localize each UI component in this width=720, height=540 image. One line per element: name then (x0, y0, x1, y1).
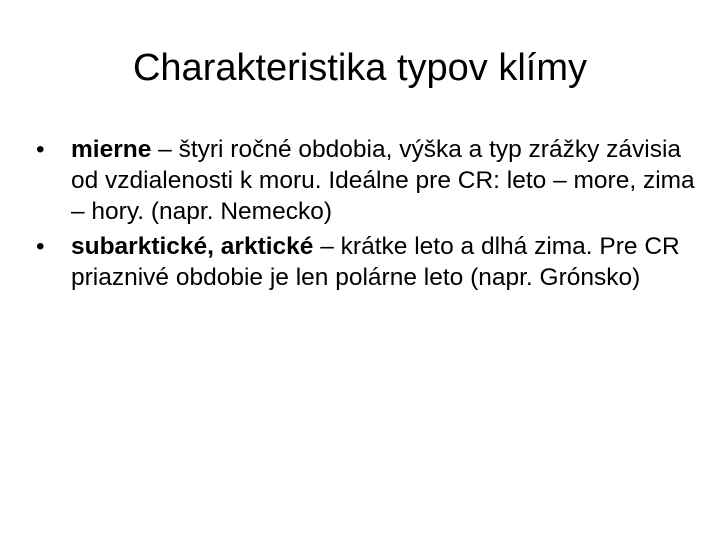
bullet-marker: • (36, 233, 45, 260)
slide-title: Charakteristika typov klímy (132, 47, 587, 89)
bullet-term: subarktické, arktické (71, 233, 314, 260)
bullet-item-mierne (36, 134, 696, 227)
bullet-item-subarkticke (36, 231, 696, 293)
bullet-list (36, 134, 696, 297)
bullet-text: – štyri ročné obdobia, výška a typ zrážky závisia od vzdialenosti k moru. Ideálne pre CR: leto – more, zima – hory. (napr. Nemecko) (71, 136, 695, 225)
bullet-marker: • (36, 136, 45, 163)
bullet-term: mierne (71, 136, 152, 163)
bullet-text: – krátke leto a dlhá zima. Pre CR priaznivé obdobie je len polárne leto (napr. Grónsko) (71, 233, 680, 291)
